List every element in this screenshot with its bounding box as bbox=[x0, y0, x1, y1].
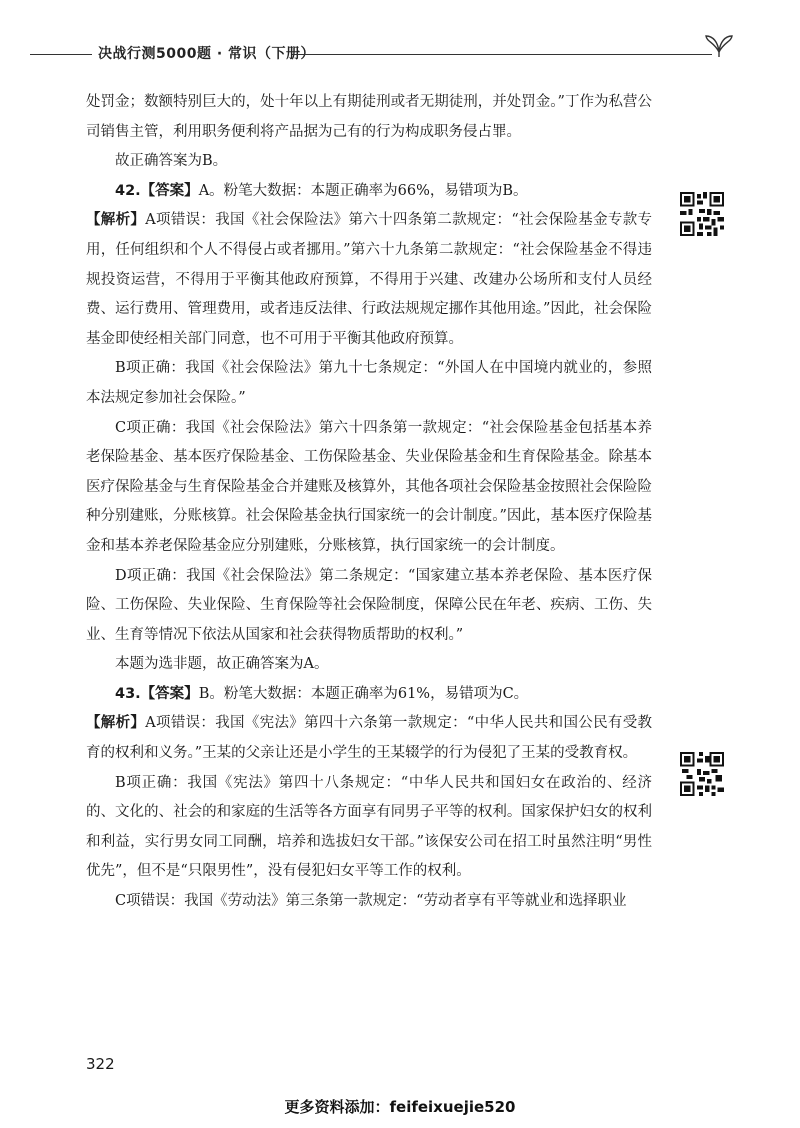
paragraph bbox=[86, 562, 652, 651]
answer-tag: 42.【答案】 bbox=[115, 182, 199, 199]
page-header bbox=[0, 30, 800, 70]
answer-tag: 【解析】 bbox=[86, 715, 146, 732]
page-number: 322 bbox=[86, 1055, 115, 1073]
paragraph-text: 处罚金；数额特别巨大的，处十年以上有期徒刑或者无期徒刑，并处罚金。”丁作为私营公司销售主管，利用职务便利将产品据为己有的行为构成职务侵占罪。 bbox=[86, 94, 652, 140]
footer-contact-note: 更多资料添加：feifeixuejie520 bbox=[284, 1098, 516, 1116]
book-title: 决战行测5000题 · 常识（下册） bbox=[98, 46, 316, 62]
paragraph bbox=[86, 147, 652, 177]
qr-code-icon[interactable] bbox=[680, 752, 724, 796]
paragraph-text: B项正确：我国《社会保险法》第九十七条规定：“外国人在中国境内就业的，参照本法规定参加社会保险。” bbox=[86, 360, 652, 406]
qr-code-icon[interactable] bbox=[680, 192, 724, 236]
paragraph-text: 本题为选非题，故正确答案为A。 bbox=[115, 656, 329, 673]
paragraph bbox=[86, 88, 652, 147]
paragraph-text: 故正确答案为B。 bbox=[115, 153, 228, 170]
paragraph-text: A项错误：我国《宪法》第四十六条第一款规定：“中华人民共和国公民有受教育的权利和义务。”王某的父亲让还是小学生的王某辍学的行为侵犯了王某的受教育权。 bbox=[86, 715, 653, 762]
paragraph bbox=[86, 206, 652, 354]
paragraph-text: C项错误：我国《劳动法》第三条第一款规定：“劳动者享有平等就业和选择职业 bbox=[115, 893, 627, 910]
paragraph bbox=[86, 680, 652, 710]
paragraph-text: C项正确：我国《社会保险法》第六十四条第一款规定：“社会保险基金包括基本养老保险基金、基本医疗保险基金、工伤保险基金、失业保险基金和生育保险基金。除基本医疗保险基金与生育保险基金合并建账及核算外，其他各项社会保险基金按照社会保险险种分别建账，分账核算。社会保险基金执行国家统一的会计制度。”因此，基本医疗保险基金和基本养老保险基金应分别建账，分账核算，执行国家统一的会计制度。 bbox=[86, 419, 652, 554]
paragraph bbox=[86, 887, 652, 917]
answer-tag: 43.【答案】 bbox=[115, 685, 199, 702]
answer-tag: 【解析】 bbox=[86, 212, 146, 229]
paragraph-text: B。粉笔大数据：本题正确率为61%，易错项为C。 bbox=[198, 685, 529, 702]
paragraph bbox=[86, 177, 652, 207]
paragraph-text: D项正确：我国《社会保险法》第二条规定：“国家建立基本养老保险、基本医疗保险、工伤保险、失业保险、生育保险等社会保险制度，保障公民在年老、疾病、工伤、失业、生育等情况下依法从国家和社会获得物质帮助的权利。” bbox=[86, 567, 652, 643]
page-body bbox=[86, 88, 652, 917]
paragraph bbox=[86, 414, 652, 562]
paragraph-text: B项正确：我国《宪法》第四十八条规定：“中华人民共和国妇女在政治的、经济的、文化的、社会的和家庭的生活等各方面享有同男子平等的权利。国家保护妇女的权利和利益，实行男女同工同酬，培养和选拔妇女干部。”该保安公司在招工时虽然注明“男性优先”，但不是“只限男性”，没有侵犯妇女平等工作的权利。 bbox=[86, 774, 652, 880]
paragraph bbox=[86, 354, 652, 413]
header-rule-left bbox=[30, 54, 92, 55]
paragraph-text: A项错误：我国《社会保险法》第六十四条第二款规定：“社会保险基金专款专用，任何组织和个人不得侵占或者挪用。”第六十九条第二款规定：“社会保险基金不得违规投资运营，不得用于平衡其他政府预算，不得用于兴建、改建办公场所和支付人员经费、运行费用、管理费用，或者违反法律、行政法规规定挪作其他用途。”因此，社会保险基金即使经相关部门同意，也不可用于平衡其他政府预算。 bbox=[86, 212, 653, 347]
header-rule-right bbox=[292, 54, 712, 55]
leaf-ornament-icon bbox=[704, 32, 734, 58]
paragraph-text: A。粉笔大数据：本题正确率为66%，易错项为B。 bbox=[198, 182, 528, 199]
paragraph bbox=[86, 709, 652, 768]
paragraph bbox=[86, 650, 652, 680]
paragraph bbox=[86, 769, 652, 887]
